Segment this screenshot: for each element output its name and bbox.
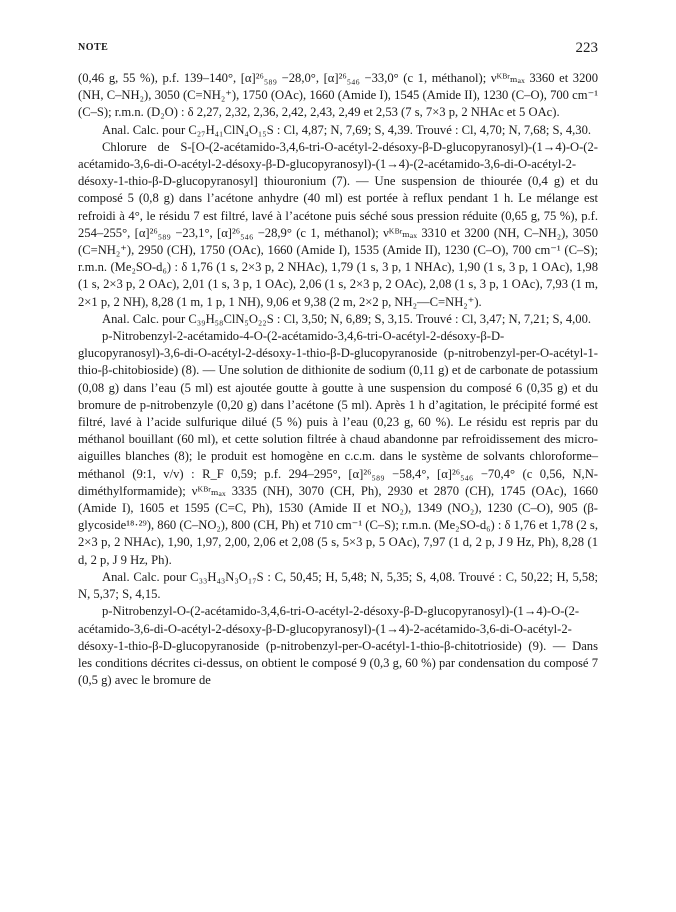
paragraph-analysis-3: Anal. Calc. pour C₃₃H₄₃N₃O₁₇S : C, 50,45; H, 5,48; N, 5,35; S, 4,08. Trouvé : C, 50,22; H, 5,58; N, 5,37; S, 4,15. [78,569,598,602]
section-label: NOTE [78,42,109,53]
article-body [78,70,598,689]
paragraph-analysis-2: Anal. Calc. pour C₃₉H₅₈ClN₅O₂₂S : Cl, 3,50; N, 6,89; S, 3,15. Trouvé : Cl, 3,47; N, 7,21; S, 4,00. [102,311,592,326]
page-number: 223 [575,40,598,56]
paragraph-compound-8: p-Nitrobenzyl-2-acétamido-4-O-(2-acétamido-3,4,6-tri-O-acétyl-2-désoxy-β-D-glucopyranosyl)-3,6-di-O-acétyl-2-désoxy-1-thio-β-D-glucopyranoside (p-nitrobenzyl-per-O-acétyl-1-thio-β-chitobioside) (8). — Une solution de dithionite de sodium (0,11 g) et de carbonate de potassium (0,08 g) dans l’eau (5 ml) est ajoutée goutte à goutte à une suspension du composé 6 (0,35 g) et du bromure de p-nitrobenzyle (0,20 g) dans l’acétone (5 ml). Après 1 h d’agitation, le précipité formé est filtré, lavé à l’acide sulfurique dilué (5 %) puis à l’eau (0,23 g, 60 %). Le résidu est repris par du méthanol bouillant (60 ml), et cette solution filtrée à chaud abandonne par refroidissement des micro-aiguilles blanches (8); le produit est homogène en c.c.m. dans le système de solvants chloroforme–méthanol (9:1, v/v) : R_F 0,59; p.f. 294–295°, [α]²⁶₅₈₉ −58,4°, [α]²⁶₅₄₆ −70,4° (c 0,56, N,N-diméthylformamide); νᴷᴮʳₘₐₓ 3335 (NH), 3070 (CH, Ph), 2930 et 2870 (CH), 1745 (OAc), 1660 (Amide I), 1605 et 1595 (C=C, Ph), 1530 (Amide II et NO₂), 1349 (NO₂), 1230 (C–O), 905 (β-glycoside¹⁸·²⁹), 860 (C–NO₂), 800 (CH, Ph) et 710 cm⁻¹ (C–S); r.m.n. (Me₂SO-d₆) : δ 1,76 et 1,78 (2 s, 2×3 p, 2 NHAc), 1,90, 1,97, 2,00, 2,06 et 2,08 (5 s, 5×3 p, 5 OAc), 7,97 (1 d, 2 p, J 9 Hz, Ph), 8,28 (1 d, 2 p, J 9 Hz, Ph). [78,329,598,567]
paragraph-compound-9: p-Nitrobenzyl-O-(2-acétamido-3,4,6-tri-O-acétyl-2-désoxy-β-D-glucopyranosyl)-(1→4)-O-(2-acétamido-3,6-di-O-acétyl-2-désoxy-β-D-glucopyranosyl)-(1→4)-2-acétamido-3,6-di-O-acétyl-2-désoxy-1-thio-β-D-glucopyranoside (p-nitrobenzyl-per-O-acétyl-1-thio-β-chitotrioside) (9). — Dans les conditions décrites ci-dessus, on obtient le composé 9 (0,3 g, 60 %) par condensation du composé 7 (0,5 g) avec le bromure de [78,604,598,688]
paragraph-analysis-1: Anal. Calc. pour C₂₇H₄₁ClN₄O₁₅S : Cl, 4,87; N, 7,69; S, 4,39. Trouvé : Cl, 4,70; N, 7,68; S, 4,30. [102,122,592,137]
running-header [78,42,598,62]
paragraph-compound-7: Chlorure de S-[O-(2-acétamido-3,4,6-tri-O-acétyl-2-désoxy-β-D-glucopyranosyl)-(1→4)-O-(2-acétamido-3,6-di-O-acétyl-2-désoxy-β-D-glucopyranosyl)-(1→4)-(2-acétamido-3,6-di-O-acétyl-2-désoxy-1-thio-β-D-glucopyranosyl] thiouronium (7). — Une suspension de thiourée (0,4 g) et du composé 5 (0,8 g) dans l’acétone anhydre (40 ml) est portée à reflux pendant 1 h. Le mélange est refroidi à 4°, le résidu 7 est filtré, lavé à l’acétone puis séché sous pression réduite (0,65 g, 75 %), p.f. 254–255°, [α]²⁶₅₈₉ −23,1°, [α]²⁶₅₄₆ −28,9° (c 1, méthanol); νᴷᴮʳₘₐₓ 3310 et 3200 (NH, C–NH₂), 3050 (C=NH₂⁺), 2950 (CH), 1750 (OAc), 1660 (Amide I), 1535 (Amide II), 1230 (C–O), 700 cm⁻¹ (C–S); r.m.n. (Me₂SO-d₆) : δ 1,76 (1 s, 2×3 p, 2 NHAc), 1,79 (1 s, 3 p, 1 NHAc), 1,90 (1 s, 3 p, 1 OAc), 1,98 (1 s, 2×3 p, 2 OAc), 2,01 (1 s, 3 p, 1 OAc), 2,06 (1 s, 2×3 p, 2 OAc), 2,08 (1 s, 3 p, 1 OAc), 7,93 (1 m, 2×1 p, 2 NH), 8,28 (1 m, 1 p, 1 NH), 9,06 et 9,38 (2 m, 2×2 p, NH₂—C=NH₂⁺). [78,139,598,309]
paragraph-continued-data: (0,46 g, 55 %), p.f. 139–140°, [α]²⁶₅₈₉ −28,0°, [α]²⁶₅₄₆ −33,0° (c 1, méthanol); νᴷᴮʳₘₐₓ 3360 et 3200 (NH, C–NH₂), 3050 (C=NH₂⁺), 1750 (OAc), 1660 (Amide I), 1545 (Amide II), 1230 (C–O), 700 cm⁻¹ (C–S); r.m.n. (D₂O) : δ 2,27, 2,32, 2,36, 2,42, 2,43, 2,49 et 2,53 (7 s, 7×3 p, 2 NHAc et 5 OAc). [78,71,598,120]
